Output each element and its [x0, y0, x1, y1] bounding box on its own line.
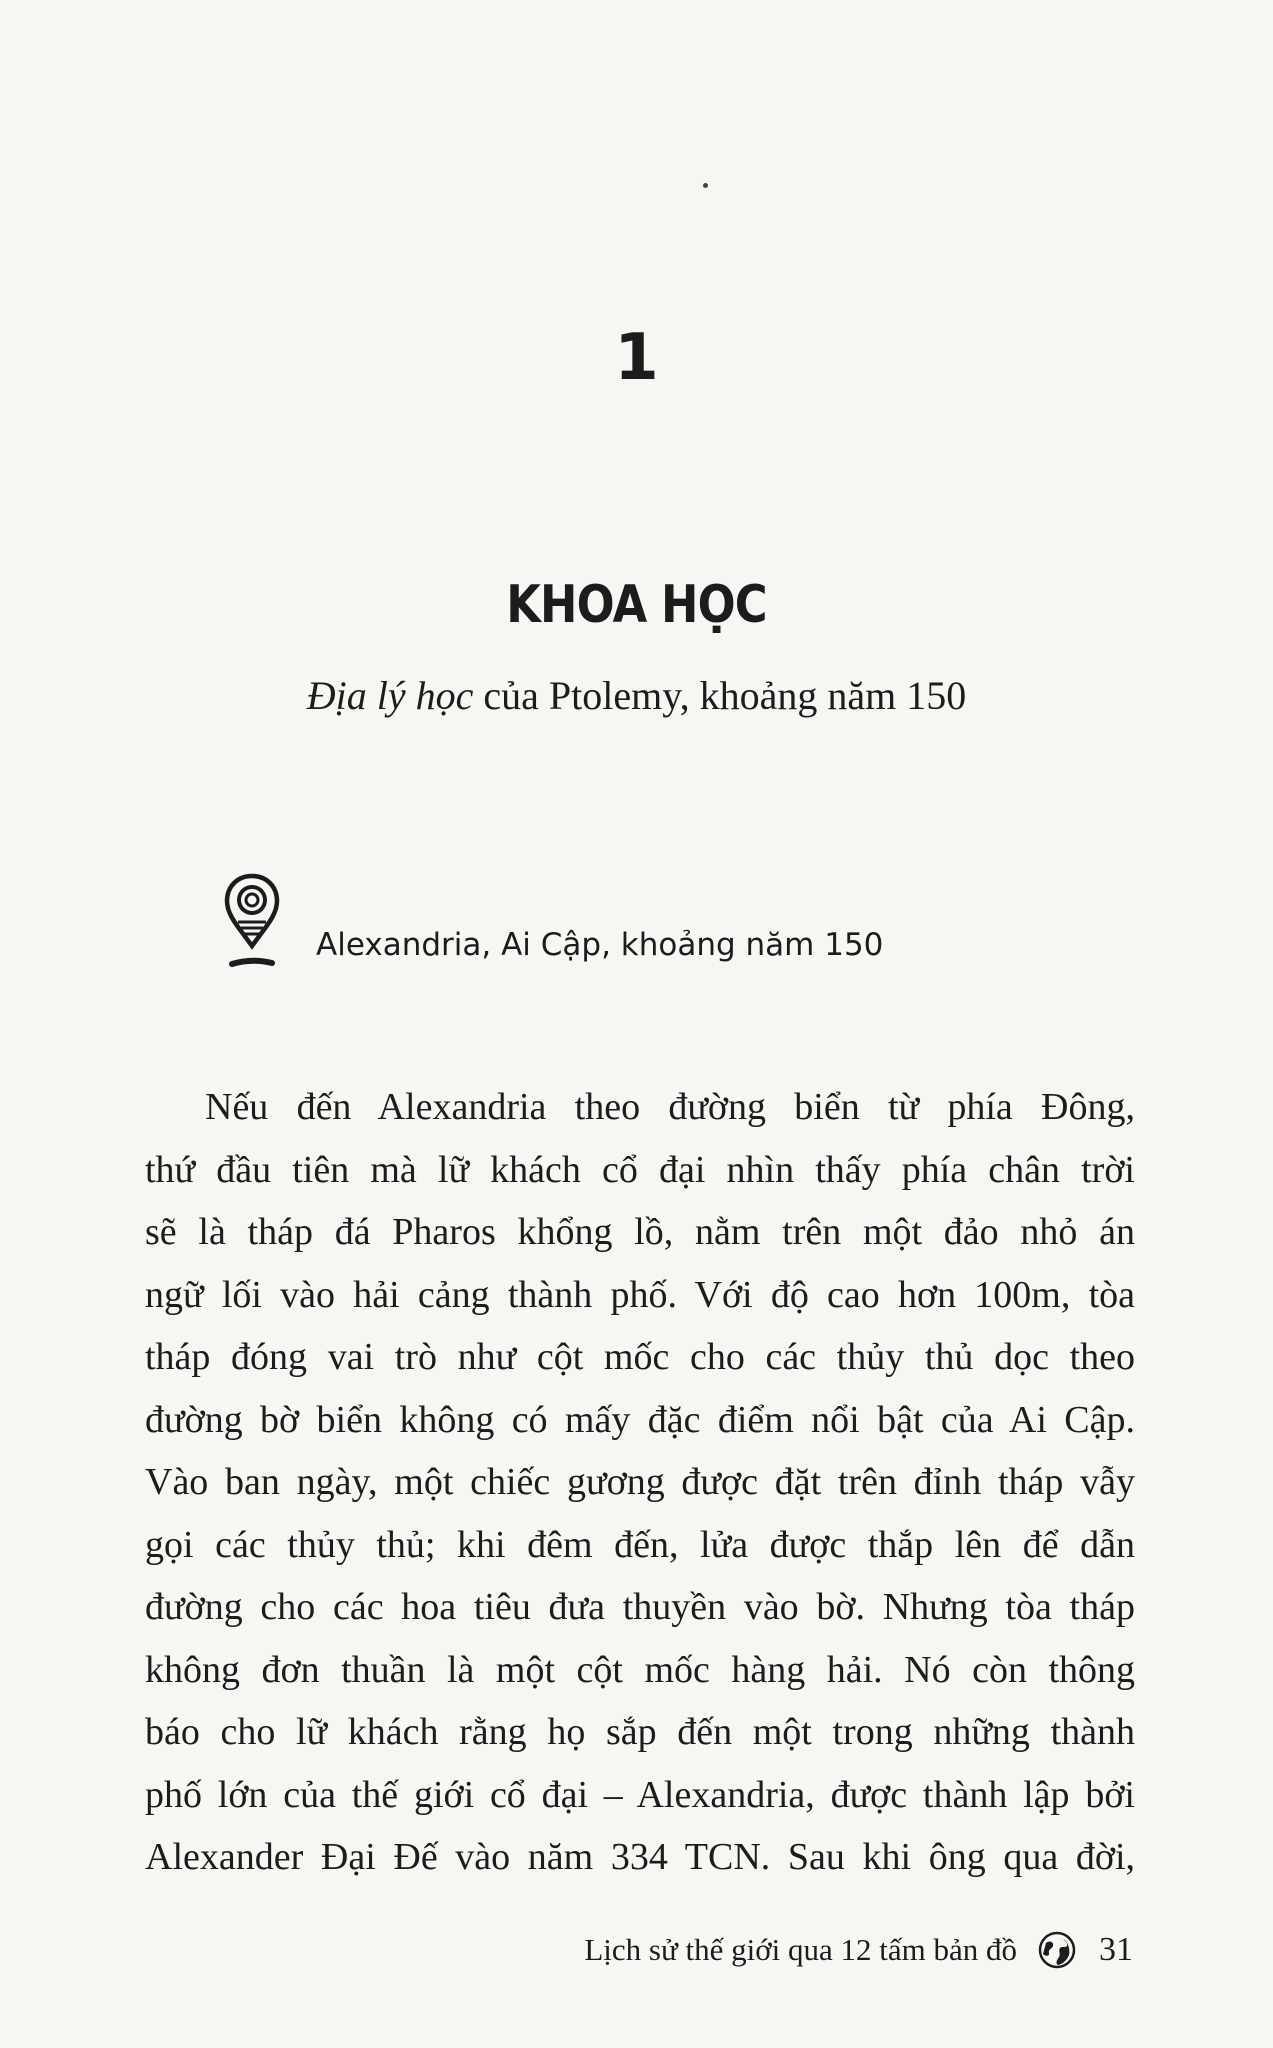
body-line: không đơn thuần là một cột mốc hàng hải. Nó còn thông [145, 1648, 1135, 1691]
globe-icon [1037, 1930, 1077, 1970]
body-line: Vào ban ngày, một chiếc gương được đặt trên đỉnh tháp vẫy [145, 1461, 1135, 1503]
body-line: Alexander Đại Đế vào năm 334 TCN. Sau khi ông qua đời, [145, 1836, 1135, 1878]
body-line: tháp đóng vai trò như cột mốc cho các thủy thủ dọc theo [145, 1336, 1135, 1378]
chapter-subtitle [0, 668, 1273, 724]
body-line: thứ đầu tiên mà lữ khách cổ đại nhìn thấy phía chân trời [145, 1148, 1135, 1191]
body-line: phố lớn của thế giới cổ đại – Alexandria, được thành lập bởi [145, 1773, 1135, 1816]
page-footer [584, 1925, 1133, 1975]
chapter-number: 1 [614, 321, 659, 395]
body-line: ngữ lối vào hải cảng thành phố. Với độ cao hơn 100m, tòa [145, 1273, 1135, 1316]
body-paragraph [145, 1076, 1135, 1889]
decorative-dot [703, 183, 708, 188]
footer-book-title: Lịch sử thế giới qua 12 tấm bản đồ [584, 1932, 1017, 1967]
body-line: gọi các thủy thủ; khi đêm đến, lửa được thắp lên để dẫn [145, 1523, 1135, 1566]
chapter-title: KHOA HỌC [506, 575, 767, 635]
page-number: 31 [1099, 1931, 1133, 1968]
subtitle-work-title: Địa lý học [306, 673, 474, 718]
subtitle-rest: của Ptolemy, khoảng năm 150 [473, 673, 967, 718]
body-line: đường cho các hoa tiêu đưa thuyền vào bờ. Nhưng tòa tháp [145, 1586, 1135, 1628]
body-line: đường bờ biển không có mấy đặc điểm nổi bật của Ai Cập. [145, 1398, 1135, 1441]
body-line: sẽ là tháp đá Pharos khổng lồ, nằm trên một đảo nhỏ án [145, 1211, 1135, 1253]
body-line: báo cho lữ khách rằng họ sắp đến một trong những thành [145, 1711, 1135, 1753]
map-pin-icon [222, 872, 282, 972]
location-text: Alexandria, Ai Cập, khoảng năm 150 [316, 927, 884, 963]
body-line: Nếu đến Alexandria theo đường biển từ phía Đông, [205, 1086, 1135, 1128]
